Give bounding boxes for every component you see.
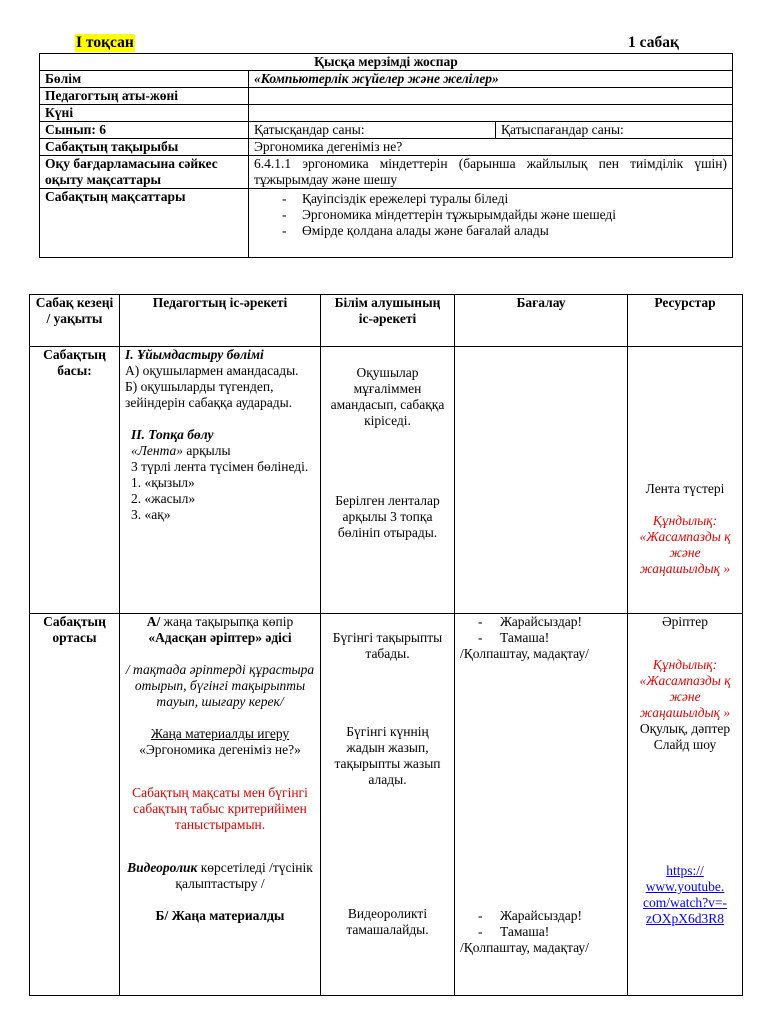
lesson-flow-table [29,294,743,996]
praise-item: - Жарайсыздар! [460,908,622,924]
absent-label: Қатыспағандар саны: [496,122,733,139]
student-start-cell [321,347,455,614]
student-middle-1: Бүгінгі тақырыпты табады. [332,630,443,661]
teacher-label: Педагогтың аты-жөні [40,88,249,105]
a-text: жаңа тақырыпқа көпір [160,614,294,629]
topic-label: Сабақтың тақырыбы [40,139,249,156]
short-term-plan-table [39,53,733,258]
header-resources: Ресурстар [628,295,743,347]
teacher-value [249,88,733,105]
teacher-middle-cell [120,614,321,996]
a-prefix: А/ [146,614,161,629]
stage-middle: Сабақтың ортасы [30,614,120,996]
resource-letters: Әріптер [661,614,709,629]
new-topic: «Эргономика дегеніміз не?» [139,742,301,757]
new-material-label: Жаңа материалды игеру [150,726,290,741]
section-value: «Компьютерлік жүйелер және желілер» [249,71,733,88]
section-label: Бөлім [40,71,249,88]
objectives-value: 6.4.1.1 эргономика міндеттерін (барынша жайлылық пен тиімділік үшін) тұжырымдау және шешу [249,156,733,189]
student-middle-2: Бүгінгі күннің жадын жазып, тақырыпты жазып алады. [334,724,441,787]
goal-item: - Қауіпсіздік ережелері туралы біледі [282,191,727,207]
praise-note: /Қолпаштау, мадақтау/ [460,940,589,955]
praise-item: - Тамаша! [460,924,622,940]
date-value [249,105,733,122]
topic-value: Эргономика дегеніміз не? [249,139,733,156]
method-instructions: / тақтада әріптерді құрастыра отырып, бүгінгі тақырыпты тауып, шығару керек/ [125,662,315,709]
praise-item: - Тамаша! [460,630,622,646]
resources-middle-cell [628,614,743,996]
resource-value: Құндылық: «Жасампазды қ және жаңашылдық » [639,657,731,720]
video-text: көрсетіледі /түсінік қалыптастыру / [175,860,313,891]
video-label: Видеоролик [127,860,198,875]
present-label: Қатысқандар саны: [249,122,496,139]
goals-label: Сабақтың мақсаттары [40,189,249,258]
praise-note: /Қолпаштау, мадақтау/ [460,646,589,661]
goal-item: - Өмірде қолдана алады және бағалай алады [282,223,727,239]
b-new-material: Б/ Жаңа материалды [155,908,285,923]
student-start-2: Берілген ленталар арқылы 3 топқа бөлініп отырады. [335,493,440,540]
header-assessment: Бағалау [455,295,628,347]
quarter-label: І тоқсан [76,34,134,51]
group-text: 3 түрлі лента түсімен бөлінеді. 1. «қызыл» 2. «жасыл» 3. «ақ» [131,459,309,522]
resource-value: Құндылық: «Жасампазды қ және жаңашылдық » [639,513,731,576]
youtube-link[interactable]: https:// www.youtube. com/watch?v=- zOXpX6d3R8 [642,863,728,926]
goal-item: - Эргономика міндеттерін тұжырымдайды және шешеді [282,207,727,223]
stage-start: Сабақтың басы: [30,347,120,614]
group-lenta-rest: арқылы [183,443,231,458]
teacher-start-cell [120,347,321,614]
plan-title: Қысқа мерзімді жоспар [40,54,733,71]
objectives-label: Оқу бағдарламасына сәйкес оқыту мақсаттары [40,156,249,189]
date-label: Күні [40,105,249,122]
assessment-middle-cell [455,614,628,996]
org-title: І. Ұйымдастыру бөлімі [125,347,264,362]
student-start-1: Оқушылар мұғаліммен амандасып, сабаққа кіріседі. [330,365,445,428]
assessment-start-cell [455,347,628,614]
student-middle-cell [321,614,455,996]
student-middle-3: Видеороликті тамашалайды. [346,906,429,937]
group-lenta: «Лента» [131,443,183,458]
resources-start-cell [628,347,743,614]
header-student: Білім алушының іс-әрекеті [321,295,455,347]
org-text: А) оқушылармен амандасады. Б) оқушыларды түгендеп, зейіндерін сабаққа аударады. [125,363,299,410]
grade-label: Сынып: 6 [40,122,249,139]
method-title: «Адасқан әріптер» әдісі [148,630,292,645]
lesson-number: 1 сабақ [628,34,679,51]
header-stage: Сабақ кезеңі / уақыты [30,295,120,347]
goal-intro-text: Сабақтың мақсаты мен бүгінгі сабақтың табыс критерийімен таныстырамын. [132,785,308,832]
resource-ribbons: Лента түстері [645,481,725,496]
praise-item: - Жарайсыздар! [460,614,622,630]
goals-cell [249,189,733,258]
header-teacher: Педагогтың іс-әрекеті [120,295,321,347]
resource-books: Оқулық, дәптер Слайд шоу [639,721,731,752]
group-title: ІІ. Топқа бөлу [131,427,214,442]
